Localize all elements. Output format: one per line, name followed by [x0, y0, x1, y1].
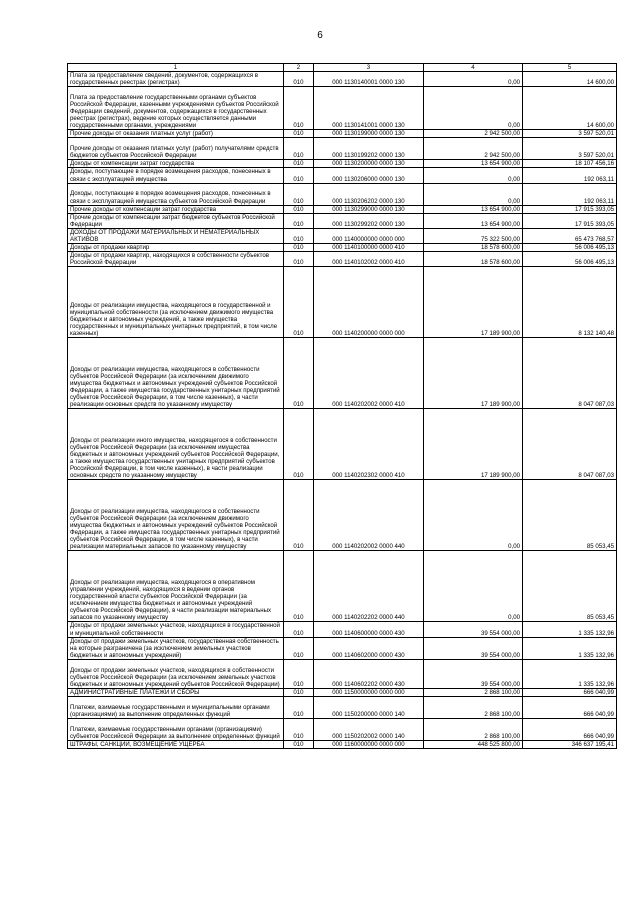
row-plan-amount: 0,00 [424, 480, 523, 551]
row-name: Доходы от компенсации затрат государства [68, 160, 284, 168]
header-col-2: 2 [284, 64, 314, 72]
row-plan-amount: 17 189 900,00 [424, 338, 523, 409]
table-row [68, 183, 617, 205]
row-fact-amount: 1 335 132,96 [523, 622, 617, 637]
row-plan-amount: 0,00 [424, 87, 523, 130]
row-code: 010 [284, 183, 314, 205]
row-plan-amount: 18 578 600,00 [424, 252, 523, 267]
table-row [68, 688, 617, 696]
row-plan-amount: 2 868 100,00 [424, 688, 523, 696]
table-row [68, 213, 617, 228]
row-plan-amount: 2 942 500,00 [424, 130, 523, 138]
row-fact-amount: 85 053,45 [523, 480, 617, 551]
table-row [68, 228, 617, 243]
row-kbk: 000 1140200000 0000 000 [314, 267, 424, 338]
row-code: 010 [284, 718, 314, 740]
row-name: Прочие доходы от компенсации затрат государства [68, 205, 284, 213]
row-plan-amount: 0,00 [424, 183, 523, 205]
row-kbk: 000 1130299000 0000 130 [314, 205, 424, 213]
row-name: Доходы от реализации имущества, находящегося в оперативном управлении учреждений, находящихся в ведении органов государственной власти субъектов Российской Федерации (за исключением имущества бюджетных и автономных учреждений субъектов Российской Федерации), в части реализации материальных запасов по указанному имуществу [68, 551, 284, 622]
row-name: Платежи, взимаемые государственными органами (организациями) субъектов Российской Федерации за выполнение определенных функций [68, 718, 284, 740]
row-kbk: 000 1140000000 0000 000 [314, 228, 424, 243]
table-row [68, 205, 617, 213]
table-row [68, 409, 617, 480]
header-col-4: 4 [424, 64, 523, 72]
row-fact-amount: 1 335 132,96 [523, 659, 617, 688]
row-kbk: 000 1130200000 0000 130 [314, 160, 424, 168]
revenue-table [67, 63, 617, 749]
row-kbk: 000 1130206202 0000 130 [314, 183, 424, 205]
row-name: ШТРАФЫ, САНКЦИИ, ВОЗМЕЩЕНИЕ УЩЕРБА [68, 740, 284, 748]
row-code: 010 [284, 696, 314, 718]
table-row [68, 87, 617, 130]
row-kbk: 000 1150000000 0000 000 [314, 688, 424, 696]
row-name: Доходы от продажи квартир [68, 244, 284, 252]
row-fact-amount: 346 637 195,41 [523, 740, 617, 748]
row-code: 010 [284, 688, 314, 696]
row-name: Доходы, поступающие в порядке возмещения расходов, понесенных в связи с эксплуатацией имущества субъектов Российской Федерации [68, 183, 284, 205]
table-row [68, 637, 617, 659]
row-code: 010 [284, 338, 314, 409]
table-row [68, 252, 617, 267]
row-name: Доходы от продажи земельных участков, государственная собственность на которые разграничена (за исключением земельных участков бюджетных и автономных учреждений) [68, 637, 284, 659]
row-code: 010 [284, 551, 314, 622]
row-name: Доходы от продажи земельных участков, находящихся в государственной и муниципальной собственности [68, 622, 284, 637]
row-name: Доходы от реализации имущества, находящегося в собственности субъектов Российской Федерации (за исключением движимого имущества бюджетных и автономных учреждений субъектов Российской Федерации, а также имущества государственных унитарных предприятий субъектов Российской Федерации, в том числе казенных), в части реализации материальных запасов по указанному имуществу [68, 480, 284, 551]
row-code: 010 [284, 244, 314, 252]
row-plan-amount: 2 868 100,00 [424, 696, 523, 718]
row-code: 010 [284, 168, 314, 183]
row-plan-amount: 13 654 900,00 [424, 205, 523, 213]
table-row [68, 480, 617, 551]
row-kbk: 000 1130140001 0000 130 [314, 72, 424, 87]
row-code: 010 [284, 138, 314, 160]
row-plan-amount: 448 525 800,00 [424, 740, 523, 748]
row-plan-amount: 17 189 900,00 [424, 409, 523, 480]
row-fact-amount: 666 040,99 [523, 688, 617, 696]
header-col-3: 3 [314, 64, 424, 72]
row-fact-amount: 1 335 132,96 [523, 637, 617, 659]
row-fact-amount: 85 053,45 [523, 551, 617, 622]
row-kbk: 000 1130141001 0000 130 [314, 87, 424, 130]
row-name: Доходы от продажи земельных участков, находящихся в собственности субъектов Российской Федерации (за исключением земельных участков бюджетных и автономных учреждений субъектов Российской Федерации) [68, 659, 284, 688]
row-plan-amount: 39 554 000,00 [424, 659, 523, 688]
header-row [68, 64, 617, 72]
row-code: 010 [284, 637, 314, 659]
row-name: Доходы от реализации имущества, находящегося в собственности субъектов Российской Федерации (за исключением движимого имущества бюджетных и автономных учреждений субъектов Российской Федерации, а также имущества государственных унитарных предприятий субъектов Российской Федерации, в том числе казенных), в части реализации основных средств по указанному имуществу [68, 338, 284, 409]
row-code: 010 [284, 72, 314, 87]
table-row [68, 72, 617, 87]
table-row [68, 168, 617, 183]
row-name: Доходы от продажи квартир, находящихся в собственности субъектов Российской Федерации [68, 252, 284, 267]
header-col-5: 5 [523, 64, 617, 72]
row-kbk: 000 1140202002 0000 410 [314, 338, 424, 409]
row-code: 010 [284, 622, 314, 637]
row-code: 010 [284, 130, 314, 138]
table-row [68, 244, 617, 252]
row-name: Доходы, поступающие в порядке возмещения расходов, понесенных в связи с эксплуатацией имущества [68, 168, 284, 183]
row-plan-amount: 39 554 000,00 [424, 622, 523, 637]
row-name: Доходы от реализации иного имущества, находящегося в собственности субъектов Российской Федерации (за исключением имущества бюджетных и автономных учреждений субъектов Российской Федерации, а также имущества государственных унитарных предприятий субъектов Российской Федерации, в том числе казенных), в части реализации основных средств по указанному имуществу [68, 409, 284, 480]
row-fact-amount: 65 473 768,57 [523, 228, 617, 243]
row-plan-amount: 39 554 000,00 [424, 637, 523, 659]
row-kbk: 000 1160000000 0000 000 [314, 740, 424, 748]
row-code: 010 [284, 205, 314, 213]
table-row [68, 160, 617, 168]
row-fact-amount: 56 006 495,13 [523, 252, 617, 267]
row-kbk: 000 1150202002 0000 140 [314, 718, 424, 740]
table-body [68, 64, 617, 749]
table-row [68, 696, 617, 718]
row-plan-amount: 0,00 [424, 72, 523, 87]
row-code: 010 [284, 740, 314, 748]
row-fact-amount: 8 047 087,03 [523, 409, 617, 480]
row-name: ДОХОДЫ ОТ ПРОДАЖИ МАТЕРИАЛЬНЫХ И НЕМАТЕРИАЛЬНЫХ АКТИВОВ [68, 228, 284, 243]
row-kbk: 000 1140602000 0000 430 [314, 637, 424, 659]
page-number: 6 [317, 30, 323, 41]
row-code: 010 [284, 160, 314, 168]
table-row [68, 138, 617, 160]
row-kbk: 000 1140600000 0000 430 [314, 622, 424, 637]
row-name: Прочие доходы от компенсации затрат бюджетов субъектов Российской Федерации [68, 213, 284, 228]
row-code: 010 [284, 409, 314, 480]
row-name: Доходы от реализации имущества, находящегося в государственной и муниципальной собственности (за исключением движимого имущества бюджетных и автономных учреждений, а также имущества государственных и муниципальных унитарных предприятий, в том числе казенных) [68, 267, 284, 338]
row-kbk: 000 1140202302 0000 410 [314, 409, 424, 480]
row-plan-amount: 17 189 900,00 [424, 267, 523, 338]
row-fact-amount: 14 600,00 [523, 72, 617, 87]
row-code: 010 [284, 267, 314, 338]
row-plan-amount: 2 868 100,00 [424, 718, 523, 740]
table-row [68, 740, 617, 748]
row-fact-amount: 666 040,99 [523, 696, 617, 718]
row-plan-amount: 2 942 500,00 [424, 138, 523, 160]
row-code: 010 [284, 213, 314, 228]
row-name: Платежи, взимаемые государственными и муниципальными органами (организациями) за выполнение определенных функций [68, 696, 284, 718]
table-row [68, 622, 617, 637]
row-fact-amount: 8 132 140,48 [523, 267, 617, 338]
header-col-1: 1 [68, 64, 284, 72]
row-name: Плата за предоставление государственными органами субъектов Российской Федерации, казенными учреждениями субъектов Российской Федерации сведений, документов, содержащихся в государственных реестрах (регистрах), ведение которых осуществляется данными государственными органами, учреждениями [68, 87, 284, 130]
row-plan-amount: 75 322 500,00 [424, 228, 523, 243]
row-plan-amount: 13 654 900,00 [424, 213, 523, 228]
row-fact-amount: 666 040,99 [523, 718, 617, 740]
row-kbk: 000 1140100000 0000 410 [314, 244, 424, 252]
table-row [68, 130, 617, 138]
row-fact-amount: 17 915 393,05 [523, 213, 617, 228]
row-fact-amount: 8 047 087,03 [523, 338, 617, 409]
row-plan-amount: 0,00 [424, 551, 523, 622]
row-name: Плата за предоставление сведений, документов, содержащихся в государственных реестрах (регистрах) [68, 72, 284, 87]
row-code: 010 [284, 252, 314, 267]
row-fact-amount: 3 597 520,01 [523, 138, 617, 160]
row-fact-amount: 56 006 495,13 [523, 244, 617, 252]
row-kbk: 000 1130199202 0000 130 [314, 138, 424, 160]
row-code: 010 [284, 659, 314, 688]
row-kbk: 000 1140102002 0000 410 [314, 252, 424, 267]
row-name: Прочие доходы от оказания платных услуг (работ) [68, 130, 284, 138]
row-fact-amount: 18 107 456,16 [523, 160, 617, 168]
table-row [68, 659, 617, 688]
row-kbk: 000 1130206000 0000 130 [314, 168, 424, 183]
table-row [68, 718, 617, 740]
row-kbk: 000 1140202202 0000 440 [314, 551, 424, 622]
table-row [68, 338, 617, 409]
row-name: Прочие доходы от оказания платных услуг (работ) получателями средств бюджетов субъектов Российской Федерации [68, 138, 284, 160]
row-fact-amount: 17 915 393,05 [523, 205, 617, 213]
row-fact-amount: 3 597 520,01 [523, 130, 617, 138]
row-kbk: 000 1140202002 0000 440 [314, 480, 424, 551]
row-code: 010 [284, 228, 314, 243]
row-kbk: 000 1130199000 0000 130 [314, 130, 424, 138]
row-fact-amount: 192 063,11 [523, 183, 617, 205]
row-kbk: 000 1130299202 0000 130 [314, 213, 424, 228]
row-fact-amount: 192 063,11 [523, 168, 617, 183]
table-row [68, 267, 617, 338]
row-fact-amount: 14 600,00 [523, 87, 617, 130]
table-row [68, 551, 617, 622]
row-code: 010 [284, 480, 314, 551]
row-kbk: 000 1140602202 0000 430 [314, 659, 424, 688]
row-kbk: 000 1150200000 0000 140 [314, 696, 424, 718]
row-plan-amount: 18 578 600,00 [424, 244, 523, 252]
row-code: 010 [284, 87, 314, 130]
row-plan-amount: 0,00 [424, 168, 523, 183]
row-name: АДМИНИСТРАТИВНЫЕ ПЛАТЕЖИ И СБОРЫ [68, 688, 284, 696]
row-plan-amount: 13 654 900,00 [424, 160, 523, 168]
